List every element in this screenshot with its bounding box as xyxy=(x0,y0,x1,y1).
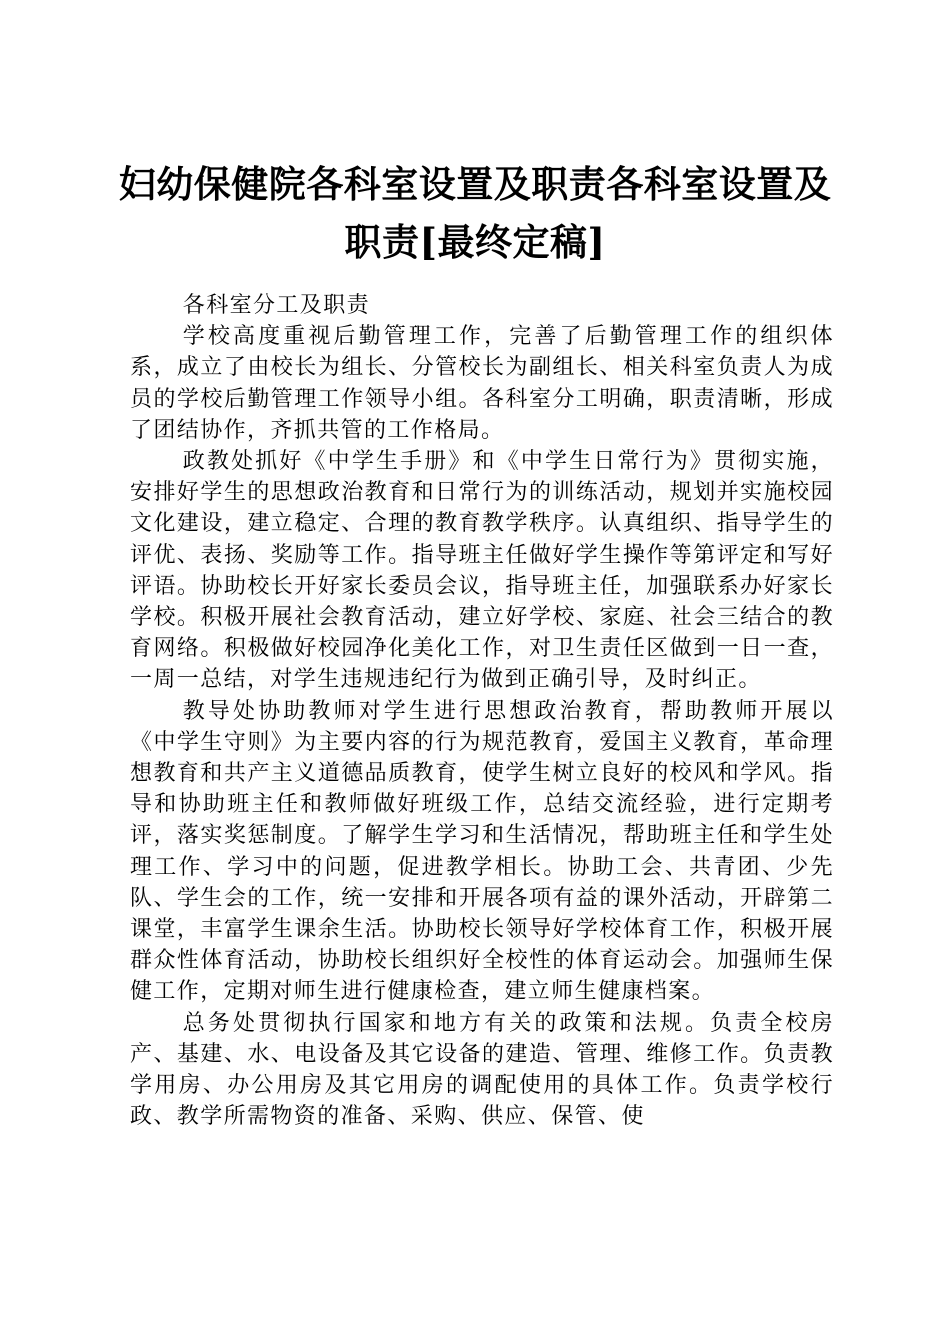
document-title: 妇幼保健院各科室设置及职责各科室设置及职责[最终定稿] xyxy=(118,162,832,264)
paragraph-teaching-office: 教导处协助教师对学生进行思想政治教育，帮助教师开展以《中学生守则》为主要内容的行为规范教育，爱国主义教育，革命理想教育和共产主义道德品质教育，使学生树立良好的校风和学风。指导和协助班主任和教师做好班级工作，总结交流经验，进行定期考评，落实奖惩制度。了解学生学习和生活情况，帮助班主任和学生处理工作、学习中的问题，促进教学相长。协助工会、共青团、少先队、学生会的工作，统一安排和开展各项有益的课外活动，开辟第二课堂，丰富学生课余生活。协助校长领导好学校体育工作，积极开展群众性体育活动，协助校长组织好全校性的体育运动会。加强师生保健工作，定期对师生进行健康检查，建立师生健康档案。 xyxy=(130,698,834,1005)
section-heading: 各科室分工及职责 xyxy=(182,293,370,318)
document-body xyxy=(130,290,834,1132)
paragraph-political-education-office: 政教处抓好《中学生手册》和《中学生日常行为》贯彻实施，安排好学生的思想政治教育和日常行为的训练活动，规划并实施校园文化建设，建立稳定、合理的教育教学秩序。认真组织、指导学生的评优、表扬、奖励等工作。指导班主任做好学生操作等第评定和写好评语。协助校长开好家长委员会议，指导班主任，加强联系办好家长学校。积极开展社会教育活动，建立好学校、家庭、社会三结合的教育网络。积极做好校园净化美化工作，对卫生责任区做到一日一查，一周一总结，对学生违规违纪行为做到正确引导，及时纠正。 xyxy=(130,449,834,693)
paragraph-general-affairs-office: 总务处贯彻执行国家和地方有关的政策和法规。负责全校房产、基建、水、电设备及其它设备的建造、管理、维修工作。负责教学用房、办公用房及其它用房的调配使用的具体工作。负责学校行政、教学所需物资的准备、采购、供应、保管、使 xyxy=(130,1010,834,1130)
paragraph-logistics-overview: 学校高度重视后勤管理工作，完善了后勤管理工作的组织体系，成立了由校长为组长、分管校长为副组长、相关科室负责人为成员的学校后勤管理工作领导小组。各科室分工明确，职责清晰，形成了团结协作，齐抓共管的工作格局。 xyxy=(130,324,834,443)
